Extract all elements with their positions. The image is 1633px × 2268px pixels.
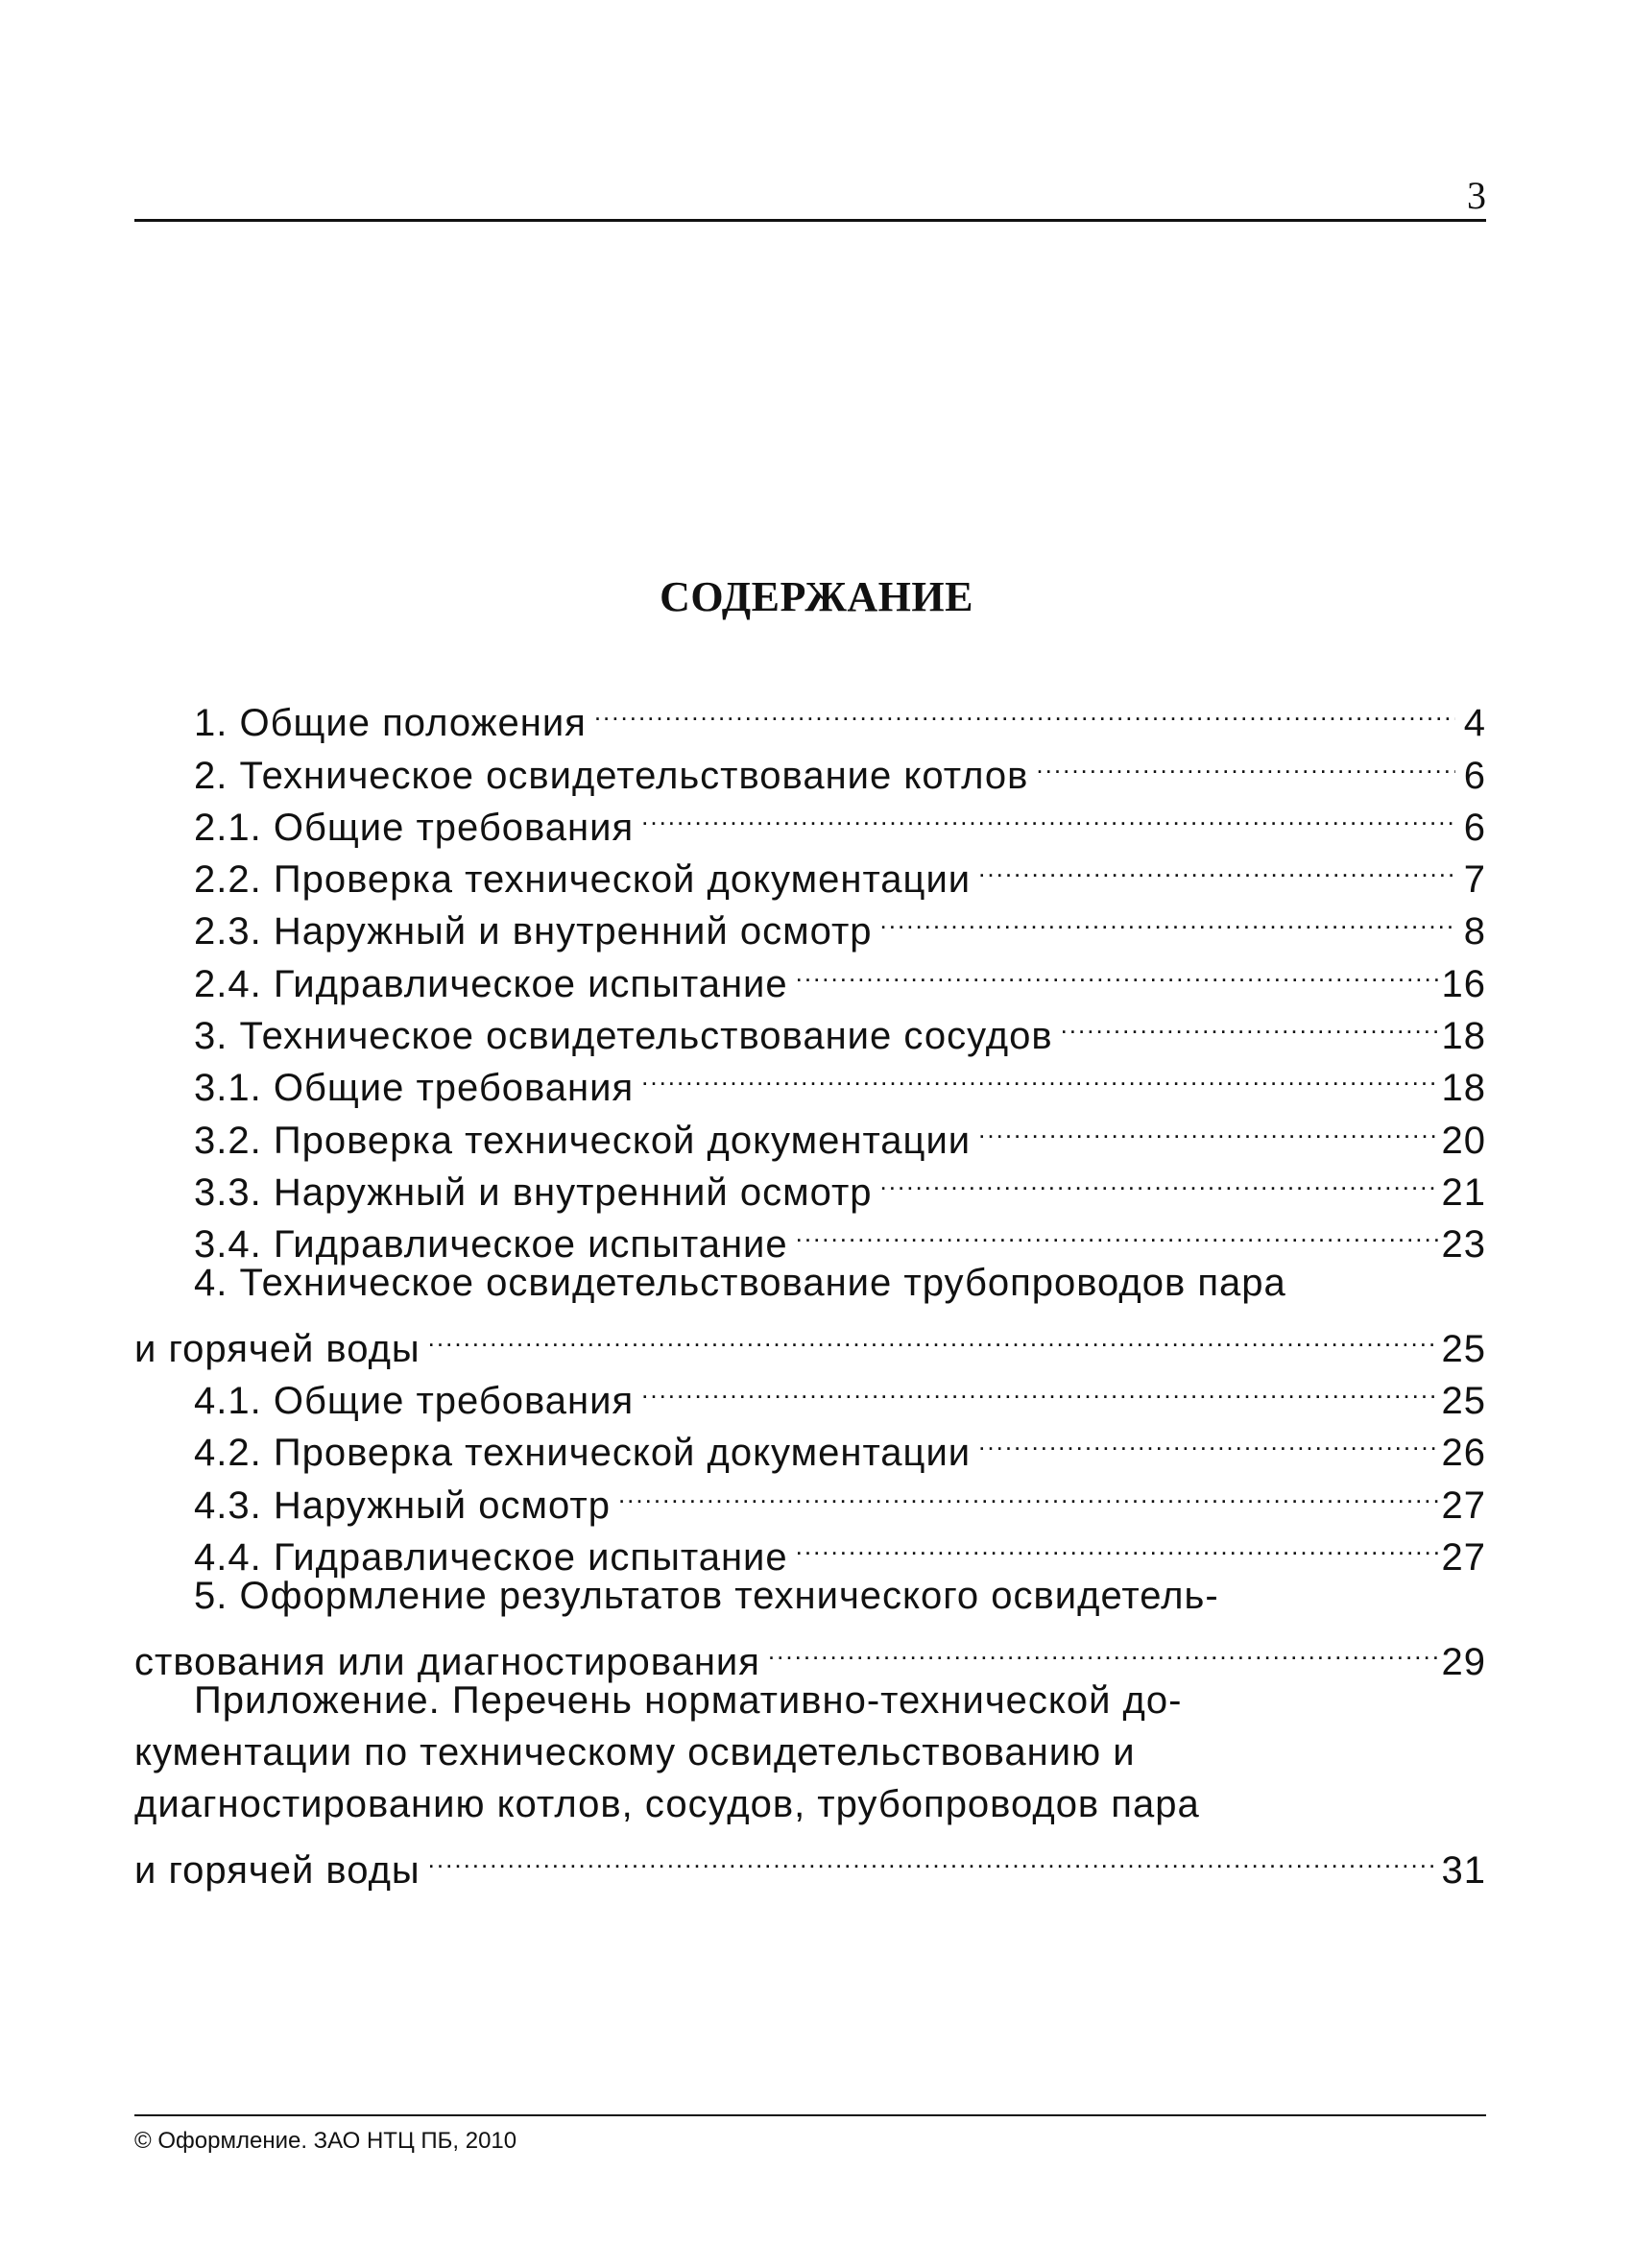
toc-entry-page: 7 bbox=[1463, 858, 1486, 902]
toc-entry-page: 27 bbox=[1441, 1536, 1486, 1580]
dot-leader bbox=[796, 1518, 1438, 1570]
toc-entry-text: 3. Техническое освидетельствование сосудов bbox=[194, 1015, 1053, 1058]
header-rule bbox=[134, 219, 1486, 222]
dot-leader bbox=[641, 1049, 1437, 1100]
toc-entry-page: 4 bbox=[1463, 702, 1486, 745]
dot-leader bbox=[880, 1153, 1438, 1205]
toc-entry-page: 27 bbox=[1441, 1484, 1486, 1527]
dot-leader bbox=[880, 892, 1455, 944]
toc-entry-last-line bbox=[134, 1622, 1486, 1683]
toc-entry-page: 25 bbox=[1441, 1380, 1486, 1423]
toc-entry-page: 31 bbox=[1441, 1848, 1486, 1892]
dot-leader bbox=[641, 788, 1455, 840]
toc-entry-text: 4.3. Наружный осмотр bbox=[194, 1484, 611, 1527]
toc-entry-text: 3.1. Общие требования bbox=[194, 1067, 635, 1110]
toc-entry-page: 29 bbox=[1441, 1640, 1486, 1683]
toc-entry-text-line: 4. Техническое освидетельствование трубопроводов пара bbox=[194, 1262, 1286, 1305]
toc-entry-text-line: 5. Оформление результатов технического освидетель- bbox=[194, 1575, 1219, 1618]
toc-entry-text: 3.3. Наружный и внутренний осмотр bbox=[194, 1170, 873, 1214]
dot-leader bbox=[428, 1310, 1438, 1362]
toc-entry-text: 3.4. Гидравлическое испытание bbox=[194, 1223, 788, 1267]
table-of-contents bbox=[134, 684, 1486, 1892]
dot-leader bbox=[641, 1362, 1437, 1413]
toc-title: СОДЕРЖАНИЕ bbox=[660, 573, 973, 620]
dot-leader bbox=[594, 684, 1455, 736]
toc-entry-text: и горячей воды bbox=[134, 1848, 420, 1892]
toc-entry-multiline[interactable] bbox=[134, 1257, 1486, 1370]
toc-entry-page: 18 bbox=[1441, 1015, 1486, 1058]
dot-leader bbox=[978, 1413, 1437, 1465]
toc-entry-text-line: Приложение. Перечень нормативно-технической до- bbox=[194, 1678, 1183, 1722]
toc-entry-last-line bbox=[134, 1310, 1486, 1370]
footer-rule bbox=[134, 2114, 1486, 2116]
toc-entry-text: 2. Техническое освидетельствование котлов bbox=[194, 754, 1029, 797]
copyright-notice: © Оформление. ЗАО НТЦ ПБ, 2010 bbox=[134, 2128, 517, 2154]
toc-entry-text: 2.4. Гидравлическое испытание bbox=[194, 962, 788, 1005]
dot-leader bbox=[978, 1100, 1437, 1152]
toc-entry-text: 2.3. Наружный и внутренний осмотр bbox=[194, 910, 873, 953]
dot-leader bbox=[428, 1831, 1438, 1883]
toc-entry-page: 23 bbox=[1441, 1223, 1486, 1267]
dot-leader bbox=[1061, 997, 1438, 1049]
toc-entry-page: 20 bbox=[1441, 1119, 1486, 1162]
toc-entry-text: 3.2. Проверка технической документации bbox=[194, 1119, 972, 1162]
toc-entry-page: 16 bbox=[1441, 962, 1486, 1005]
toc-entry-appendix[interactable] bbox=[134, 1675, 1486, 1892]
toc-entry-multiline[interactable] bbox=[134, 1570, 1486, 1683]
dot-leader bbox=[796, 1205, 1438, 1257]
toc-entry-text: 2.2. Проверка технической документации bbox=[194, 858, 972, 902]
toc-entry-text: и горячей воды bbox=[134, 1327, 420, 1370]
toc-entry-page: 18 bbox=[1441, 1067, 1486, 1110]
page-number: 3 bbox=[1467, 174, 1486, 217]
dot-leader bbox=[768, 1622, 1438, 1674]
toc-entry-text: ствования или диагностирования bbox=[134, 1640, 760, 1683]
toc-entry-text-line: кументации по техническому освидетельствованию и bbox=[134, 1730, 1136, 1773]
toc-entry-last-line bbox=[134, 1831, 1486, 1892]
toc-entry[interactable] bbox=[134, 684, 1486, 745]
dot-leader bbox=[978, 840, 1455, 892]
toc-entry-text-line: диагностированию котлов, сосудов, трубопроводов пара bbox=[134, 1783, 1200, 1826]
toc-entry-page: 25 bbox=[1441, 1327, 1486, 1370]
dot-leader bbox=[796, 944, 1438, 996]
toc-entry-page: 6 bbox=[1463, 754, 1486, 797]
toc-entry-text: 4.4. Гидравлическое испытание bbox=[194, 1536, 788, 1580]
toc-entry-text: 2.1. Общие требования bbox=[194, 806, 635, 849]
toc-entry-page: 21 bbox=[1441, 1170, 1486, 1214]
toc-entry-text: 4.1. Общие требования bbox=[194, 1380, 635, 1423]
dot-leader bbox=[1036, 736, 1455, 787]
toc-entry-text: 4.2. Проверка технической документации bbox=[194, 1432, 972, 1475]
toc-entry-text: 1. Общие положения bbox=[194, 702, 587, 745]
toc-entry-page: 26 bbox=[1441, 1432, 1486, 1475]
toc-entry-page: 8 bbox=[1463, 910, 1486, 953]
dot-leader bbox=[618, 1465, 1438, 1517]
toc-entry-page: 6 bbox=[1463, 806, 1486, 849]
